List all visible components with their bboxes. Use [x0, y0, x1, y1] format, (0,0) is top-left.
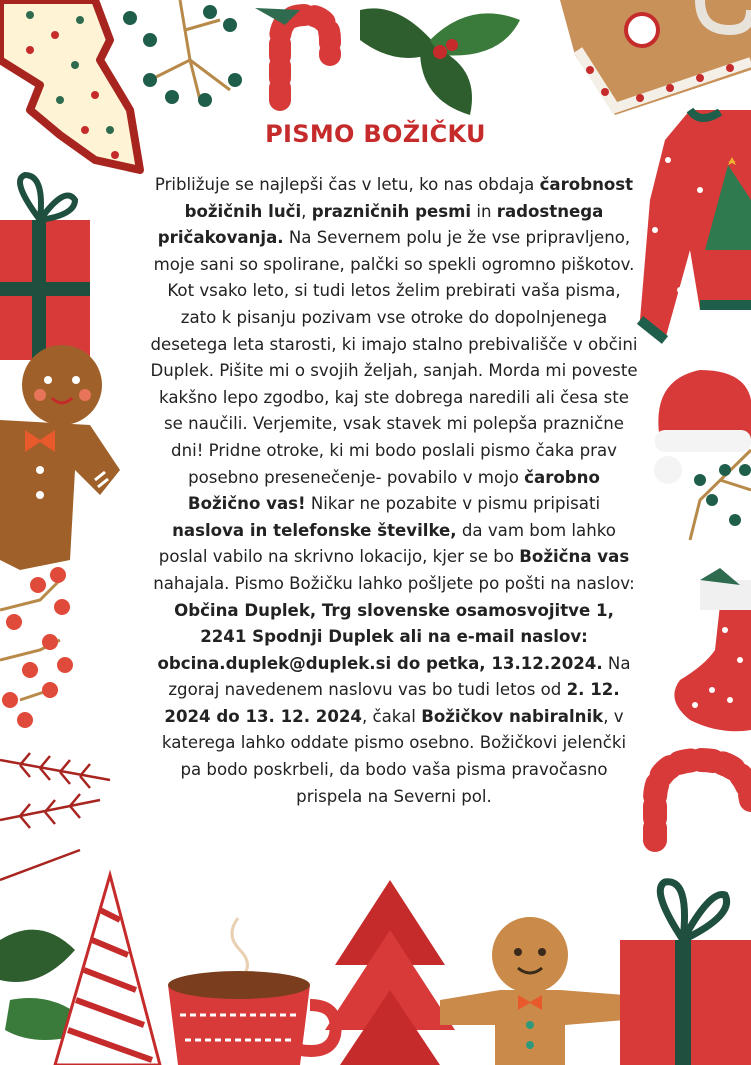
- candy-cane-icon: [655, 760, 751, 840]
- letter-title: PISMO BOŽIČKU: [265, 120, 486, 148]
- gift-box-icon: [620, 882, 751, 1065]
- letter-bold-anticipation: radostnega pričakovanja.: [157, 201, 604, 248]
- letter-bold-mailbox: Božičkov nabiralnik: [421, 706, 604, 726]
- letter-text-7: nahajala. Pismo Božičku lahko pošljete po pošti na naslov:: [153, 573, 635, 593]
- christmas-tree-icon: [325, 880, 455, 1065]
- holly-leaves-icon: [360, 8, 520, 115]
- letter-bold-songs: prazničnih pesmi: [311, 201, 472, 221]
- berry-branch-icon: [123, 0, 242, 107]
- stocking-icon: [674, 568, 751, 731]
- letter-text-4: Na Severnem polu je že vse pripravljeno, moje sani so spolirane, palčki so spekli ogromno piškotov. Kot vsako leto, si tudi letos želim prebirati vaša pisma, zato k pisanju pozivam vse otroke do dopolnjenega desetega leta starosti, ki imajo stalno prebivališče v občini Duplek. Pišite mi o svojih željah, sanjah. Morda mi poveste kakšno lepo zgodbo, kaj ste dobrega naredili ali česa ste se naučili. Verjemite, vsak stavek mi polepša praznične dni! Pridne otroke, ki mi bodo poslali pismo čaka prav posebno presenečenje- povabilo v mojo: [150, 228, 638, 487]
- letter-body: [150, 172, 638, 810]
- letter-text-10: , v katerega lahko oddate pismo osebno. Božičkovi jelenčki pa bodo poskrbeli, da bodo vaša pisma pravočasno prispela na Severni pol.: [161, 706, 627, 806]
- gingerbread-man-icon: [440, 917, 625, 1065]
- letter-text-5: Nikar ne pozabite v pismu pripisati: [305, 494, 601, 514]
- letter-text-2: ,: [301, 201, 312, 221]
- letter-bold-christmas-village: Božična vas: [519, 547, 630, 567]
- berry-branch-icon: [690, 450, 751, 540]
- letter-text-8: Na zgoraj navedenem naslovu vas bo tudi letos od: [168, 653, 631, 700]
- christmas-tree-icon: [55, 875, 160, 1065]
- letter-bold-address-phone: naslova in telefonske številke,: [172, 520, 457, 540]
- gift-box-icon: [0, 175, 90, 360]
- letter-text-3: in: [471, 201, 497, 221]
- cocoa-mug-icon: [168, 918, 336, 1065]
- santa-hat-icon: [654, 370, 751, 484]
- gingerbread-man-icon: [0, 345, 120, 570]
- letter-text-6: da vam bom lahko poslal vabilo na skrivno lokacijo, kjer se bo: [158, 520, 616, 567]
- gingerbread-house-icon: [560, 0, 751, 115]
- letter-bold-postal-address: Občina Duplek, Trg slovenske osamosvojitve 1, 2241 Spodnji Duplek ali na e-mail naslov: obcina.duplek@duplek.si do petka, 13.12.2024.: [157, 600, 614, 673]
- letter-text-9: , čakal: [361, 706, 422, 726]
- letter-text-1: Približuje se najlepši čas v letu, ko nas obdaja: [154, 175, 540, 194]
- letter-bold-lights: čarobnost božičnih luči: [184, 175, 634, 221]
- letter-bold-dates: 2. 12. 2024 do 13. 12. 2024: [164, 680, 620, 726]
- red-berries-branch-icon: [0, 567, 73, 728]
- letter-bold-village: čarobno Božično vas!: [187, 467, 600, 514]
- pine-branch-icon: [0, 753, 110, 880]
- candy-cane-icon: [255, 8, 330, 100]
